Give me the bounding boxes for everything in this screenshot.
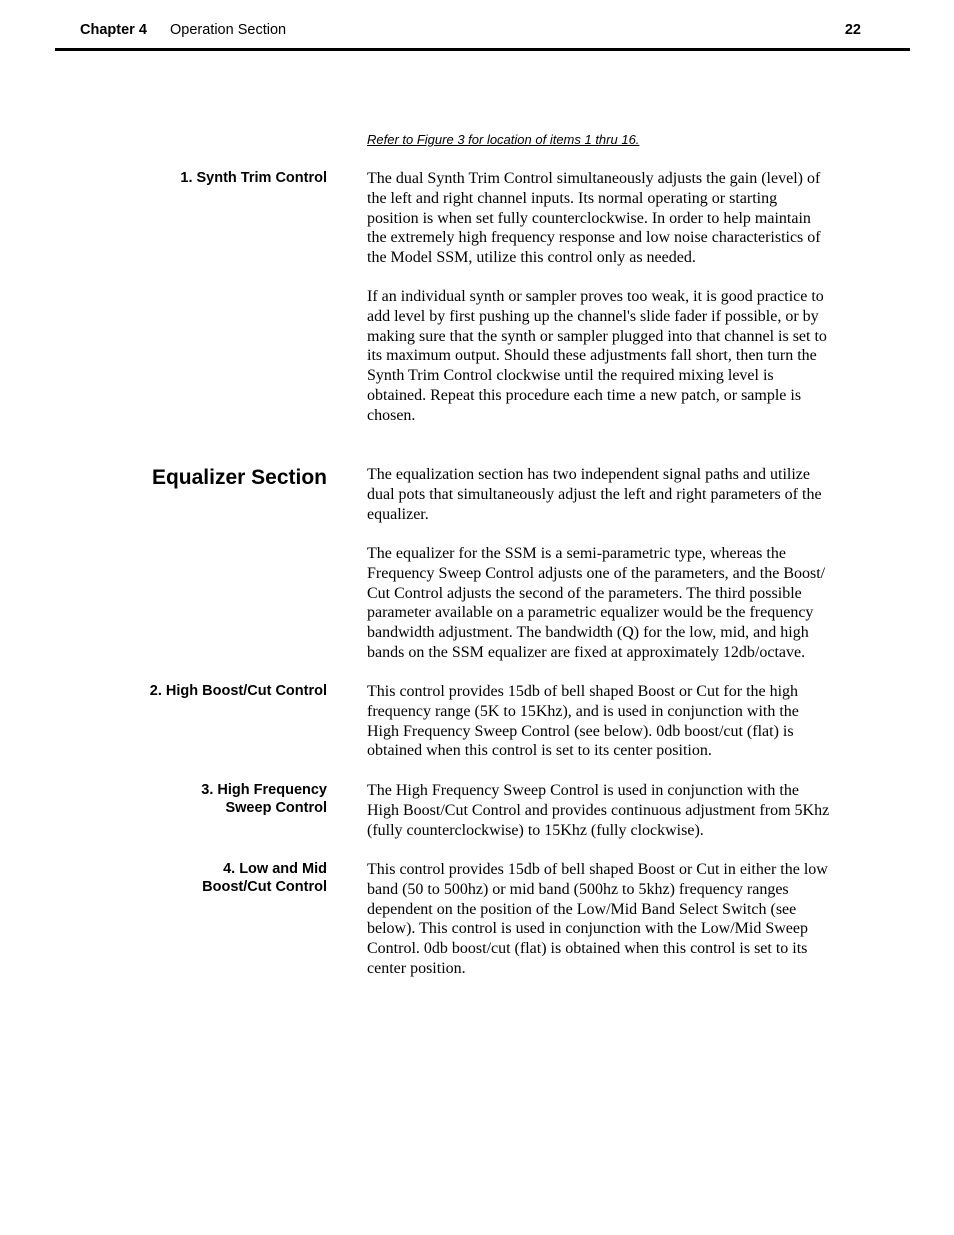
text-line: making sure that the synth or sampler plugged into that channel is set to (367, 327, 827, 345)
text-line: Control. 0db boost/cut (flat) is obtained when this control is set to its (367, 940, 808, 958)
section-title: Operation Section (170, 22, 287, 38)
text-line: the extremely high frequency response and low noise characteristics of (367, 229, 821, 247)
heading-line: 3. High Frequency (201, 782, 327, 798)
equalizer-section-heading: Equalizer Section (151, 466, 327, 489)
high-frequency-sweep-paragraph (367, 781, 867, 840)
text-line: (fully counterclockwise) to 15Khz (fully clockwise). (367, 821, 704, 839)
high-boost-cut-paragraph (367, 682, 867, 761)
text-line: The dual Synth Trim Control simultaneously adjusts the gain (level) of (367, 170, 821, 187)
text-line: bands on the SSM equalizer are fixed at approximately 12db/octave. (367, 643, 806, 661)
text-line: Frequency Sweep Control adjusts one of the parameters, and the Boost/ (367, 564, 826, 582)
text-line: frequency range (5K to 15Khz), and is used in conjunction with the (367, 702, 799, 720)
text-line: equalizer. (367, 505, 429, 523)
equalizer-paragraph-2 (367, 544, 867, 663)
heading-line: Boost/Cut Control (202, 879, 327, 895)
text-line: High Boost/Cut Control and provides continuous adjustment from 5Khz (367, 801, 830, 819)
text-line: dependent on the position of the Low/Mid Band Select Switch (see (367, 900, 797, 918)
text-line: obtained. Repeat this procedure each time a new patch, or sample is (367, 386, 802, 404)
text-line: its maximum output. Should these adjustments fall short, then turn the (367, 347, 817, 365)
text-line: the left and right channel inputs. Its normal operating or starting (367, 189, 778, 207)
page-header (80, 22, 861, 42)
synth-trim-paragraph-1 (367, 169, 867, 268)
synth-trim-paragraph-2 (367, 287, 867, 426)
text-line: bandwidth adjustment. The bandwidth (Q) for the low, mid, and high (367, 624, 809, 642)
low-mid-boost-cut-heading (202, 860, 327, 896)
text-line: position is when set fully counterclockwise. In order to help maintain (367, 209, 811, 227)
chapter-label: Chapter 4 (80, 22, 147, 38)
high-boost-cut-heading: 2. High Boost/Cut Control (149, 683, 327, 699)
text-line: Synth Trim Control clockwise until the required mixing level is (367, 367, 774, 385)
text-line: the Model SSM, utilize this control only as needed. (367, 249, 696, 267)
text-line: chosen. (367, 406, 416, 424)
header-rule (55, 48, 910, 51)
page-number: 22 (844, 22, 861, 38)
text-line: This control provides 15db of bell shaped Boost or Cut for the high (367, 683, 799, 700)
text-line: Cut Control adjusts the second of the parameters. The third possible (367, 584, 802, 602)
figure-reference-note: Refer to Figure 3 for location of items 1 thru 16. (367, 132, 640, 147)
synth-trim-heading: 1. Synth Trim Control (180, 170, 327, 186)
text-line: add level by first pushing up the channel's slide fader if possible, or by (367, 307, 819, 325)
equalizer-paragraph-1 (367, 465, 867, 524)
text-line: The equalizer for the SSM is a semi-parametric type, whereas the (367, 545, 786, 562)
high-frequency-sweep-heading (201, 781, 327, 817)
text-line: below). This control is used in conjunction with the Low/Mid Sweep (367, 920, 808, 938)
text-line: If an individual synth or sampler proves too weak, it is good practice to (367, 288, 824, 305)
text-line: This control provides 15db of bell shaped Boost or Cut in either the low (367, 861, 828, 878)
heading-line: Sweep Control (225, 800, 327, 816)
text-line: The High Frequency Sweep Control is used in conjunction with the (367, 782, 799, 799)
heading-line: 4. Low and Mid (223, 861, 327, 877)
text-line: band (50 to 500hz) or mid band (500hz to 5khz) frequency ranges (367, 880, 789, 898)
text-line: The equalization section has two independent signal paths and utilize (367, 466, 810, 483)
low-mid-boost-cut-paragraph (367, 860, 867, 979)
text-line: dual pots that simultaneously adjust the left and right parameters of the (367, 485, 822, 503)
text-line: obtained when this control is set to its center position. (367, 742, 712, 760)
text-line: parameter available on a parametric equalizer would be the frequency (367, 604, 814, 622)
text-line: center position. (367, 959, 466, 977)
text-line: High Frequency Sweep Control (see below). 0db boost/cut (flat) is (367, 722, 794, 740)
